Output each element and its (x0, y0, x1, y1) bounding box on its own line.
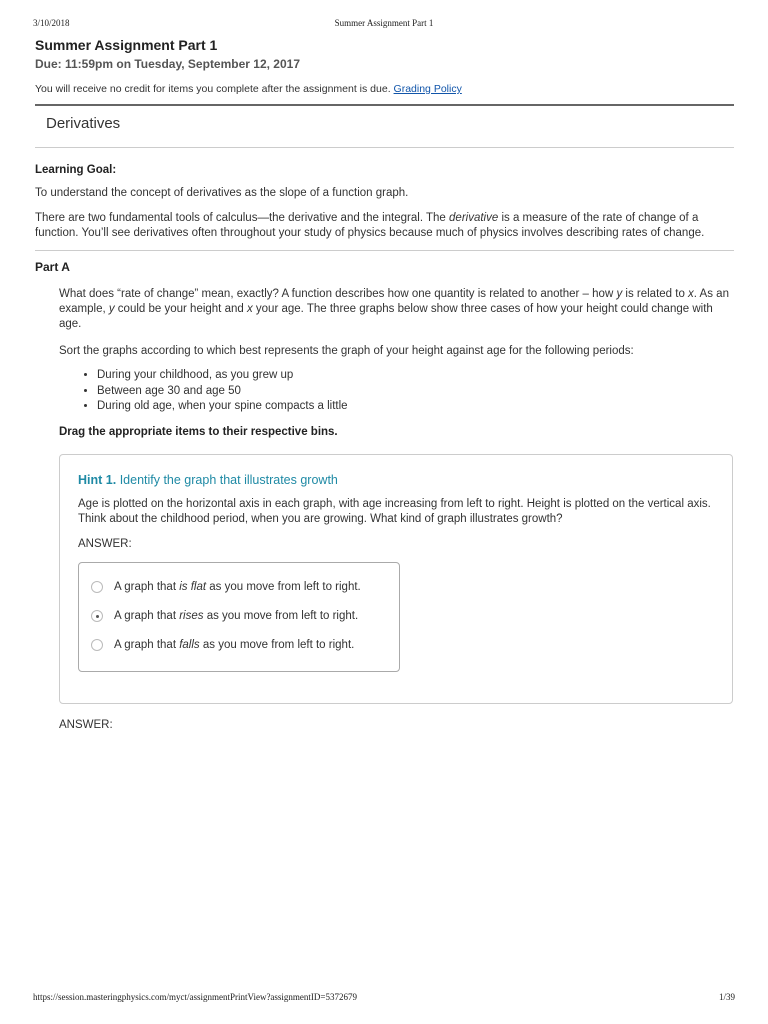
part-divider (35, 250, 734, 251)
variable-y: y (108, 303, 115, 315)
choice-flat[interactable] (91, 573, 387, 602)
choice-suffix: as you move from left to right. (206, 581, 361, 593)
answer-choices (78, 562, 400, 672)
choice-label (114, 581, 361, 593)
choice-falls[interactable] (91, 631, 387, 660)
list-item: • During old age, when your spine compacts a little (97, 399, 734, 415)
print-date: 3/10/2018 (33, 18, 70, 28)
list-item: • During your childhood, as you grew up (97, 368, 734, 384)
answer-label: ANSWER: (59, 718, 113, 731)
choice-prefix: A graph that (114, 581, 180, 593)
choice-rises[interactable] (91, 602, 387, 631)
intro-paragraph (35, 211, 734, 241)
part-a-label: Part A (35, 260, 70, 274)
hint-text: Age is plotted on the horizontal axis in each graph, with age increasing from left to right. Height is plotted on the vertical axis. Think about the childhood period, when you are growing. What kind of graph illustrates growth? (78, 497, 711, 525)
assignment-content (35, 36, 734, 733)
question-text-4: could be your height and (114, 303, 247, 315)
late-notice-text: You will receive no credit for items you complete after the assignment is due. (35, 83, 391, 95)
choice-prefix: A graph that (114, 610, 180, 622)
choice-label (114, 610, 358, 622)
rate-of-change-question (59, 287, 734, 332)
choice-suffix: as you move from left to right. (203, 610, 359, 622)
intro-text-start: There are two fundamental tools of calculus—the derivative and the integral. The (35, 212, 450, 224)
variable-x: x (246, 303, 253, 315)
question-text-1: What does “rate of change” mean, exactly? A function describes how one quantity is related to another – how (59, 288, 617, 300)
intro-derivative-term: derivative (449, 212, 499, 224)
drag-instruction: Drag the appropriate items to their respective bins. (59, 425, 338, 438)
due-date: Due: 11:59pm on Tuesday, September 12, 2017 (35, 57, 300, 71)
choice-emphasis: is flat (179, 581, 207, 593)
part-a-body (59, 287, 734, 733)
choice-prefix: A graph that (114, 639, 180, 651)
intro-text-end: is a measure of the rate of change of a function. You’ll see derivatives often throughout your study of physics because much of physics involves describing rates of change. (35, 212, 705, 239)
grading-policy-link[interactable]: Grading Policy (393, 83, 462, 95)
assignment-title: Summer Assignment Part 1 (35, 37, 218, 53)
hint-title-text: Identify the graph that illustrates growth (119, 472, 338, 487)
topic-title: Derivatives (46, 115, 121, 132)
hint-title[interactable] (78, 471, 714, 489)
radio-button[interactable] (91, 639, 103, 651)
late-notice (35, 82, 734, 96)
print-url: https://session.masteringphysics.com/myct/assignmentPrintView?assignmentID=5372679 (33, 992, 358, 1002)
print-page-title: Summer Assignment Part 1 (334, 18, 434, 28)
radio-button[interactable] (91, 581, 103, 593)
topic-area (35, 114, 734, 147)
question-text-5: your age. The three graphs below show three cases of how your height could change with age. (59, 303, 713, 330)
print-header (33, 18, 735, 30)
print-page-number: 1/39 (718, 992, 735, 1002)
variable-x: x (688, 288, 694, 300)
topic-divider (35, 147, 734, 148)
choice-emphasis: falls (179, 639, 200, 651)
list-item: • Between age 30 and age 50 (97, 384, 734, 400)
hint-number: Hint 1. (78, 472, 117, 487)
hint-answer-label: ANSWER: (78, 537, 132, 550)
radio-button-selected[interactable] (91, 610, 103, 622)
question-text-2: is related to (622, 288, 689, 300)
choice-label (114, 639, 354, 651)
learning-goal-text: To understand the concept of derivatives as the slope of a function graph. (35, 187, 409, 199)
learning-goal-label: Learning Goal: (35, 164, 117, 176)
choice-emphasis: rises (179, 610, 204, 622)
sort-instructions: Sort the graphs according to which best represents the graph of your height against age for the following periods: (59, 345, 634, 357)
question-text-3: . As an example, (59, 288, 729, 315)
choice-suffix: as you move from left to right. (199, 639, 355, 651)
periods-list (59, 368, 734, 415)
print-footer (33, 992, 735, 1004)
variable-y: y (616, 288, 623, 300)
hint-panel (59, 454, 733, 704)
header-divider (35, 104, 734, 106)
